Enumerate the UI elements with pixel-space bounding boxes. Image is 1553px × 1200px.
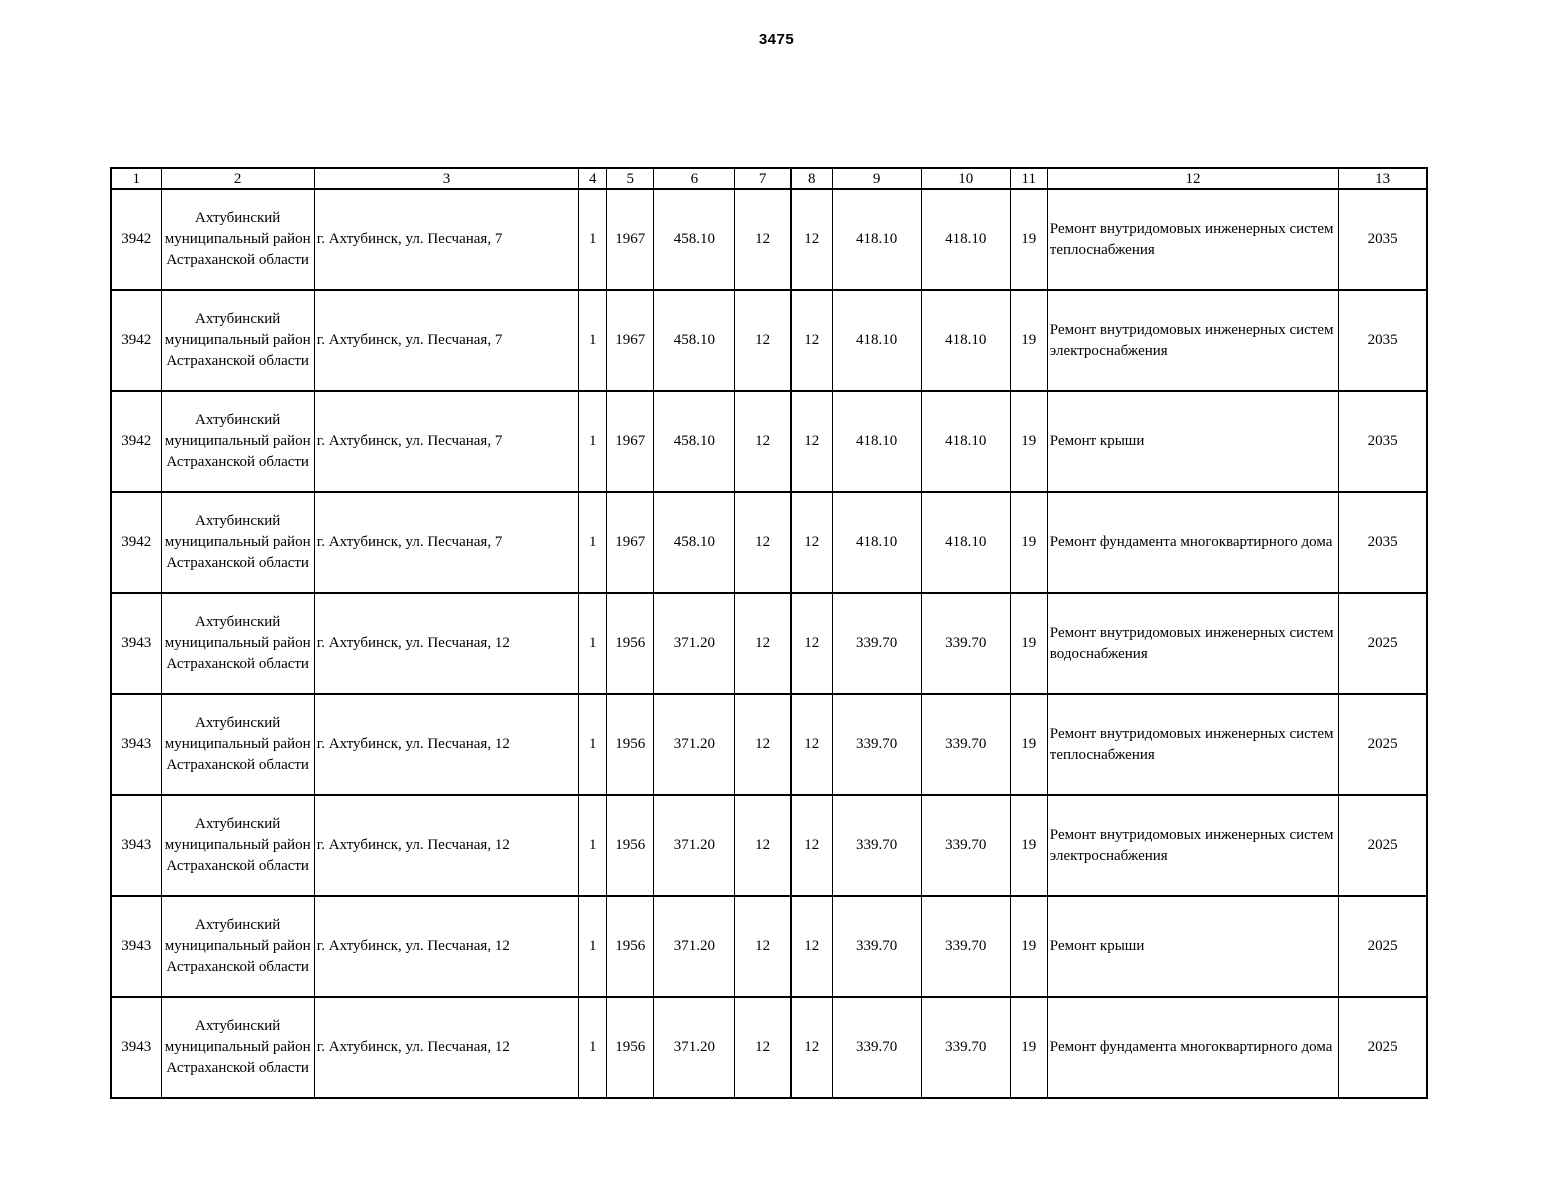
table-cell-col-9: 339.70 (832, 896, 921, 997)
table-cell-col-3: г. Ахтубинск, ул. Песчаная, 7 (314, 189, 578, 290)
table-cell-col-13: 2025 (1339, 593, 1427, 694)
table-cell-col-2: Ахтубинский муниципальный район Астраханской области (161, 694, 314, 795)
repair-schedule-table (110, 167, 1428, 1099)
table-cell-col-8: 12 (791, 290, 832, 391)
table-cell-col-10: 418.10 (921, 290, 1010, 391)
table-cell-col-10: 339.70 (921, 997, 1010, 1098)
table-cell-col-13: 2035 (1339, 189, 1427, 290)
table-row (111, 189, 1427, 290)
table-cell-col-4: 1 (579, 189, 607, 290)
table-cell-col-7: 12 (735, 694, 791, 795)
table-cell-col-10: 339.70 (921, 896, 1010, 997)
table-row (111, 290, 1427, 391)
table-cell-col-11: 19 (1010, 694, 1047, 795)
table-cell-col-10: 339.70 (921, 593, 1010, 694)
page-number: 3475 (758, 31, 795, 48)
table-cell-col-2: Ахтубинский муниципальный район Астраханской области (161, 189, 314, 290)
table-cell-col-6: 371.20 (654, 997, 735, 1098)
table-cell-col-7: 12 (735, 896, 791, 997)
table-cell-col-13: 2025 (1339, 997, 1427, 1098)
table-cell-col-3: г. Ахтубинск, ул. Песчаная, 7 (314, 290, 578, 391)
table-cell-col-2: Ахтубинский муниципальный район Астраханской области (161, 492, 314, 593)
table-cell-col-6: 458.10 (654, 391, 735, 492)
column-number-cell: 13 (1339, 168, 1427, 189)
table-cell-col-1: 3942 (111, 391, 161, 492)
table-row (111, 896, 1427, 997)
table-body (111, 168, 1427, 1098)
table-cell-col-11: 19 (1010, 391, 1047, 492)
table-cell-col-1: 3943 (111, 593, 161, 694)
table-cell-col-4: 1 (579, 391, 607, 492)
table-cell-col-9: 418.10 (832, 391, 921, 492)
column-number-cell: 10 (921, 168, 1010, 189)
table-cell-col-5: 1956 (607, 896, 654, 997)
table-cell-col-5: 1956 (607, 593, 654, 694)
table-cell-col-3: г. Ахтубинск, ул. Песчаная, 7 (314, 492, 578, 593)
column-number-cell: 8 (791, 168, 832, 189)
table-cell-col-9: 339.70 (832, 997, 921, 1098)
column-number-cell: 11 (1010, 168, 1047, 189)
table-cell-col-13: 2035 (1339, 492, 1427, 593)
table-cell-col-5: 1956 (607, 997, 654, 1098)
table-row (111, 694, 1427, 795)
table-cell-col-7: 12 (735, 492, 791, 593)
table-cell-col-2: Ахтубинский муниципальный район Астраханской области (161, 593, 314, 694)
table-cell-col-6: 458.10 (654, 290, 735, 391)
table-cell-col-9: 339.70 (832, 795, 921, 896)
column-number-cell: 2 (161, 168, 314, 189)
table-cell-col-5: 1967 (607, 492, 654, 593)
column-number-cell: 12 (1047, 168, 1338, 189)
table-cell-col-8: 12 (791, 896, 832, 997)
table-cell-col-9: 418.10 (832, 492, 921, 593)
table-cell-col-1: 3943 (111, 694, 161, 795)
table-cell-col-12: Ремонт внутридомовых инженерных систем электроснабжения (1047, 290, 1338, 391)
table-cell-col-1: 3942 (111, 189, 161, 290)
table-cell-col-10: 418.10 (921, 492, 1010, 593)
table-cell-col-10: 418.10 (921, 189, 1010, 290)
table-cell-col-7: 12 (735, 997, 791, 1098)
table-cell-col-5: 1956 (607, 694, 654, 795)
table-cell-col-6: 458.10 (654, 492, 735, 593)
table-cell-col-1: 3943 (111, 896, 161, 997)
table-cell-col-12: Ремонт внутридомовых инженерных систем водоснабжения (1047, 593, 1338, 694)
column-number-cell: 3 (314, 168, 578, 189)
table-cell-col-6: 371.20 (654, 593, 735, 694)
table-cell-col-8: 12 (791, 997, 832, 1098)
table-cell-col-4: 1 (579, 795, 607, 896)
table-cell-col-1: 3942 (111, 290, 161, 391)
table-cell-col-3: г. Ахтубинск, ул. Песчаная, 12 (314, 593, 578, 694)
table-cell-col-1: 3942 (111, 492, 161, 593)
column-number-cell: 6 (654, 168, 735, 189)
table-row (111, 593, 1427, 694)
table-cell-col-2: Ахтубинский муниципальный район Астраханской области (161, 997, 314, 1098)
table-cell-col-3: г. Ахтубинск, ул. Песчаная, 7 (314, 391, 578, 492)
table-cell-col-8: 12 (791, 694, 832, 795)
table-cell-col-2: Ахтубинский муниципальный район Астраханской области (161, 795, 314, 896)
table-cell-col-5: 1967 (607, 391, 654, 492)
table-cell-col-8: 12 (791, 391, 832, 492)
table-cell-col-4: 1 (579, 593, 607, 694)
table-row (111, 391, 1427, 492)
table-cell-col-9: 339.70 (832, 694, 921, 795)
table-cell-col-4: 1 (579, 290, 607, 391)
table-cell-col-2: Ахтубинский муниципальный район Астраханской области (161, 896, 314, 997)
table-cell-col-1: 3943 (111, 997, 161, 1098)
table-cell-col-13: 2025 (1339, 795, 1427, 896)
table-cell-col-6: 371.20 (654, 896, 735, 997)
table-cell-col-8: 12 (791, 593, 832, 694)
table-cell-col-11: 19 (1010, 593, 1047, 694)
table-cell-col-4: 1 (579, 896, 607, 997)
table-cell-col-6: 458.10 (654, 189, 735, 290)
table-cell-col-3: г. Ахтубинск, ул. Песчаная, 12 (314, 896, 578, 997)
table-cell-col-11: 19 (1010, 896, 1047, 997)
table-cell-col-10: 418.10 (921, 391, 1010, 492)
table-cell-col-7: 12 (735, 391, 791, 492)
column-number-cell: 4 (579, 168, 607, 189)
column-number-cell: 1 (111, 168, 161, 189)
table-cell-col-11: 19 (1010, 290, 1047, 391)
table-cell-col-5: 1967 (607, 189, 654, 290)
table-row (111, 997, 1427, 1098)
table-cell-col-13: 2035 (1339, 391, 1427, 492)
table-cell-col-6: 371.20 (654, 795, 735, 896)
table-cell-col-11: 19 (1010, 189, 1047, 290)
table-cell-col-12: Ремонт внутридомовых инженерных систем теплоснабжения (1047, 189, 1338, 290)
table-cell-col-11: 19 (1010, 997, 1047, 1098)
table-cell-col-8: 12 (791, 189, 832, 290)
table-row (111, 795, 1427, 896)
table-cell-col-7: 12 (735, 795, 791, 896)
table-cell-col-12: Ремонт внутридомовых инженерных систем электроснабжения (1047, 795, 1338, 896)
table-cell-col-3: г. Ахтубинск, ул. Песчаная, 12 (314, 997, 578, 1098)
table-cell-col-13: 2025 (1339, 896, 1427, 997)
table-cell-col-5: 1956 (607, 795, 654, 896)
table-cell-col-12: Ремонт крыши (1047, 391, 1338, 492)
table-cell-col-11: 19 (1010, 492, 1047, 593)
table-cell-col-12: Ремонт крыши (1047, 896, 1338, 997)
column-number-cell: 5 (607, 168, 654, 189)
table-cell-col-8: 12 (791, 795, 832, 896)
column-number-cell: 9 (832, 168, 921, 189)
table-cell-col-13: 2025 (1339, 694, 1427, 795)
table-cell-col-2: Ахтубинский муниципальный район Астраханской области (161, 290, 314, 391)
table-cell-col-9: 339.70 (832, 593, 921, 694)
table-row (111, 492, 1427, 593)
table-cell-col-4: 1 (579, 997, 607, 1098)
table-cell-col-9: 418.10 (832, 290, 921, 391)
table-cell-col-7: 12 (735, 189, 791, 290)
table-cell-col-3: г. Ахтубинск, ул. Песчаная, 12 (314, 694, 578, 795)
table-cell-col-11: 19 (1010, 795, 1047, 896)
column-number-row (111, 168, 1427, 189)
table-cell-col-12: Ремонт фундамента многоквартирного дома (1047, 997, 1338, 1098)
column-number-cell: 7 (735, 168, 791, 189)
table-cell-col-9: 418.10 (832, 189, 921, 290)
table-cell-col-10: 339.70 (921, 694, 1010, 795)
table-cell-col-3: г. Ахтубинск, ул. Песчаная, 12 (314, 795, 578, 896)
table-cell-col-7: 12 (735, 593, 791, 694)
table-cell-col-13: 2035 (1339, 290, 1427, 391)
table-cell-col-10: 339.70 (921, 795, 1010, 896)
table-cell-col-2: Ахтубинский муниципальный район Астраханской области (161, 391, 314, 492)
table-cell-col-12: Ремонт внутридомовых инженерных систем теплоснабжения (1047, 694, 1338, 795)
table-cell-col-12: Ремонт фундамента многоквартирного дома (1047, 492, 1338, 593)
table-cell-col-6: 371.20 (654, 694, 735, 795)
table-cell-col-8: 12 (791, 492, 832, 593)
table-cell-col-1: 3943 (111, 795, 161, 896)
table-cell-col-4: 1 (579, 694, 607, 795)
table-cell-col-4: 1 (579, 492, 607, 593)
table-cell-col-5: 1967 (607, 290, 654, 391)
table-cell-col-7: 12 (735, 290, 791, 391)
